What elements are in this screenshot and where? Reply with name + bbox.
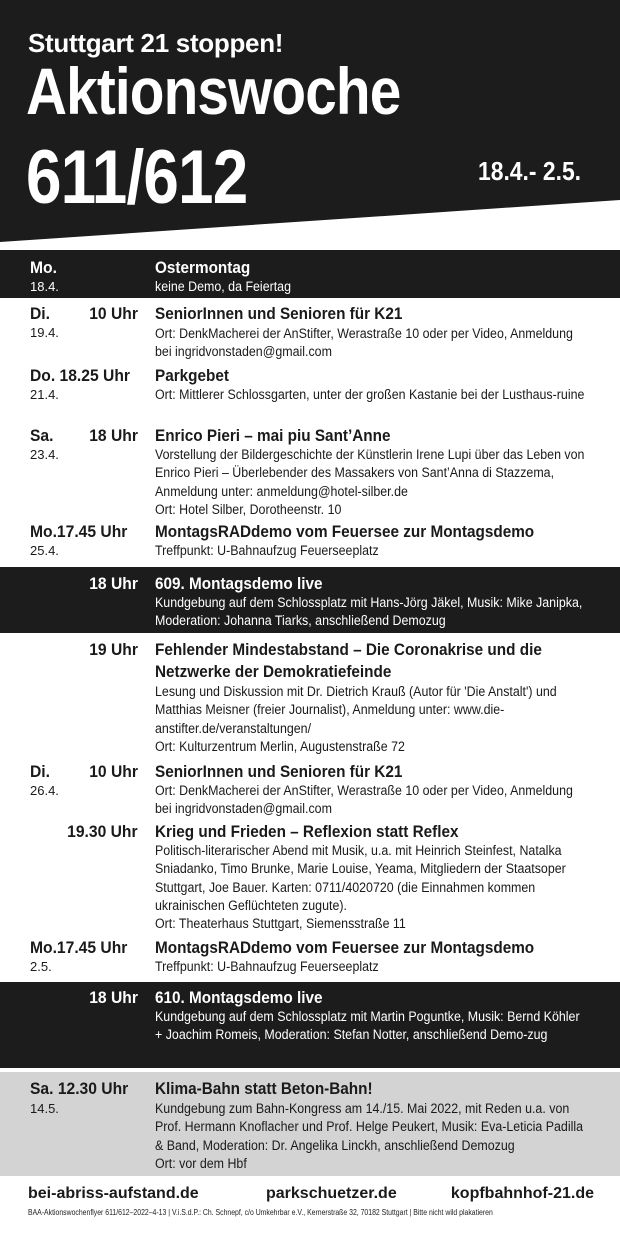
event-montagsdemo-610: [0, 982, 620, 1068]
event-ostermontag: [0, 250, 620, 298]
event-day: Do. 18.25 Uhr: [30, 366, 130, 385]
event-time: 18 Uhr: [89, 988, 138, 1007]
event-date: 23.4.: [30, 447, 59, 462]
event-date: 18.4.: [30, 279, 59, 294]
event-day: Mo.: [30, 258, 57, 277]
event-description: Treffpunkt: U-Bahnaufzug Feuerseeplatz: [155, 543, 379, 558]
event-parkgebet: [0, 364, 620, 424]
header-dates: 18.4.- 2.5.: [478, 156, 582, 186]
event-krieg-und-frieden: [0, 820, 620, 936]
event-title: SeniorInnen und Senioren für K21: [155, 304, 403, 323]
event-title: 610. Montagsdemo live: [155, 988, 323, 1007]
event-title: MontagsRADdemo vom Feuersee zur Montagsdemo: [155, 522, 535, 541]
event-time: 18 Uhr: [89, 574, 138, 593]
event-senioren-19-4: [0, 302, 620, 364]
footer-link-kopfbahnhof-21[interactable]: kopfbahnhof-21.de: [450, 1185, 594, 1202]
event-day: Mo.17.45 Uhr: [30, 938, 128, 957]
event-date: 19.4.: [30, 325, 59, 340]
event-description: Kundgebung auf dem Schlossplatz mit Hans-Jörg Jäkel, Musik: Mike Janipka, Moderation: Johanna Tiarks, anschließend Demozug: [155, 595, 583, 629]
event-description: Politisch-literarischer Abend mit Musik, u.a. mit Heinrich Steinfest, Natalka Sniadanko, Timo Brunke, Marie Louise, Yeama, Mitgliedern der Staatsoper Stuttgart, Joe Bauer. Karten: 0711/4020720 (die Einnahmen kommen ukrainischen Geflüchteten zugute). Ort: Theaterhaus Stuttgart, Siemensstraße 11: [155, 843, 566, 932]
header-title: Aktionswoche: [26, 54, 401, 128]
event-montagsdemo-609: [0, 567, 620, 633]
event-title: Fehlender Mindestabstand – Die Coronakrise und die Netzwerke der Demokratiefeinde: [155, 640, 542, 681]
event-enrico-pieri: [0, 424, 620, 520]
event-date: 25.4.: [30, 543, 59, 558]
event-senioren-26-4: [0, 760, 620, 820]
event-date: 14.5.: [30, 1101, 59, 1116]
event-description: Treffpunkt: U-Bahnaufzug Feuerseeplatz: [155, 959, 379, 974]
event-title: Parkgebet: [155, 366, 229, 385]
event-title: Enrico Pieri – mai piu Sant’Anne: [155, 426, 391, 445]
event-title: 609. Montagsdemo live: [155, 574, 323, 593]
event-title: Ostermontag: [155, 258, 251, 277]
event-day: Sa. 12.30 Uhr: [30, 1079, 129, 1098]
event-day: Mo.17.45 Uhr: [30, 522, 128, 541]
event-title: SeniorInnen und Senioren für K21: [155, 762, 403, 781]
header-subtitle: Stuttgart 21 stoppen!: [28, 28, 284, 58]
event-title: MontagsRADdemo vom Feuersee zur Montagsdemo: [155, 938, 535, 957]
event-description: Kundgebung zum Bahn-Kongress am 14./15. Mai 2022, mit Reden u.a. von Prof. Hermann Knoflacher und Prof. Helge Peukert, Musik: Eva-Leticia Padilla & Band, Moderation: Dr. Angelika Linckh, anschließend Demozug Ort: vor dem Hbf: [155, 1101, 584, 1171]
event-time: 19 Uhr: [89, 640, 138, 659]
event-time: 10 Uhr: [89, 762, 138, 781]
event-title: Krieg und Frieden – Reflexion statt Reflex: [155, 822, 459, 841]
event-time: 10 Uhr: [89, 304, 138, 323]
event-date: 26.4.: [30, 783, 59, 798]
event-description: Ort: Mittlerer Schlossgarten, unter der großen Kastanie bei der Lusthaus-ruine: [155, 387, 585, 402]
event-day: Sa.: [30, 426, 54, 445]
footer-fineprint: BAA-Aktionswochenflyer 611/612–2022–4-13 | V.i.S.d.P.: Ch. Schnepf, c/o Umkehrbar e.V., Kernerstraße 32, 70182 Stuttgart | Bitte nicht wild plakatieren: [28, 1208, 493, 1217]
event-description: Lesung und Diskussion mit Dr. Dietrich Krauß (Autor für 'Die Anstalt') und Matthias Meisner (freier Journalist), Anmeldung unter: www.die-anstifter.de/veranstaltungen/ Ort: Kulturzentrum Merlin, Augustenstraße 72: [155, 684, 557, 754]
footer-link-parkschuetzer[interactable]: parkschuetzer.de: [266, 1185, 397, 1202]
event-time: 19.30 Uhr: [67, 822, 138, 841]
event-day: Di.: [30, 304, 50, 323]
event-description: Kundgebung auf dem Schlossplatz mit Martin Poguntke, Musik: Bernd Köhler + Joachim Romeis, Moderation: Stefan Notter, anschließend Demo-zug: [155, 1009, 580, 1043]
event-day: Di.: [30, 762, 50, 781]
event-fehlender-mindestabstand: [0, 638, 620, 760]
footer-links: [28, 1185, 594, 1205]
header-number: 611/612: [26, 135, 248, 220]
event-description: Vorstellung der Bildergeschichte der Künstlerin Irene Lupi über das Leben von Enrico Pieri – Überlebender des Massakers von Sant’Anna di Stazzema, Anmeldung unter: anmeldung@hotel-silber.de Ort: Hotel Silber, Dorotheenstr. 10: [155, 447, 585, 517]
event-raddemo-25-4: [0, 520, 620, 564]
event-description: Ort: DenkMacherei der AnStifter, Werastraße 10 oder per Video, Anmeldung bei ingridvonstaden@gmail.com: [155, 783, 573, 817]
event-klima-bahn: [0, 1072, 620, 1176]
event-description: Ort: DenkMacherei der AnStifter, Werastraße 10 oder per Video, Anmeldung bei ingridvonstaden@gmail.com: [155, 326, 573, 360]
event-date: 21.4.: [30, 387, 59, 402]
footer-link-bei-abriss-aufstand[interactable]: bei-abriss-aufstand.de: [28, 1185, 199, 1202]
event-date: 2.5.: [30, 959, 52, 974]
event-time: 18 Uhr: [89, 426, 138, 445]
event-description: keine Demo, da Feiertag: [155, 279, 292, 294]
event-raddemo-2-5: [0, 936, 620, 980]
event-title: Klima-Bahn statt Beton-Bahn!: [155, 1079, 373, 1098]
